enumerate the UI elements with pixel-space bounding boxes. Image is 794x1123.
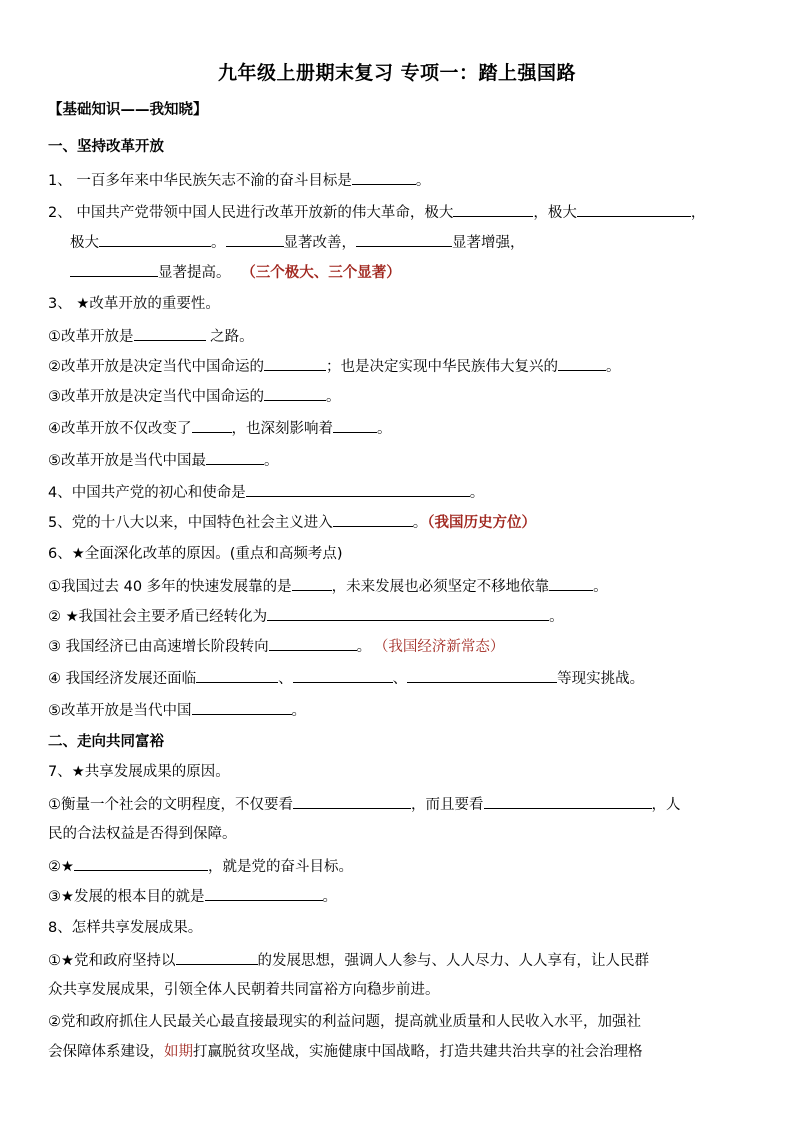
blank	[264, 356, 326, 371]
section2-heading: 二、走向共同富裕	[48, 734, 164, 750]
blank	[206, 450, 264, 465]
blank	[577, 202, 691, 217]
q6-4-text: ④ 我国经济发展还面临	[48, 671, 197, 687]
q3-2-mid: ；也是决定实现中华民族伟大复兴的	[326, 359, 558, 375]
q5-end: 。	[412, 515, 428, 531]
q6-1-end: 。	[593, 579, 608, 595]
q6-3-end: 。	[356, 639, 372, 655]
blank	[99, 232, 211, 247]
blank	[196, 668, 278, 683]
blank	[269, 636, 357, 651]
q2-text-e: 。	[211, 235, 226, 251]
q2-text-h: 显著提高。	[158, 265, 231, 281]
question-6-5	[48, 700, 306, 721]
blank	[293, 668, 393, 683]
blank	[558, 356, 606, 371]
q2-note: （三个极大、三个显著）	[248, 265, 401, 281]
q2-text-c: ，	[690, 205, 706, 221]
blank	[333, 418, 377, 433]
q2-text-a: 2、 中国共产党带领中国人民进行改革开放新的伟大革命，极大	[48, 205, 454, 221]
blank	[453, 202, 533, 217]
question-6-2	[48, 606, 564, 627]
q7-1-text: ①衡量一个社会的文明程度，不仅要看	[48, 797, 293, 813]
question-8-2-line2	[48, 1042, 643, 1062]
blank	[356, 232, 452, 247]
q6-4-sep2: 、	[392, 671, 408, 687]
blank	[267, 606, 549, 621]
question-2-line3	[70, 262, 401, 283]
question-2-line2	[70, 232, 525, 253]
blank	[176, 950, 258, 965]
question-6-4	[48, 668, 644, 689]
q2-text-f: 显著改善，	[283, 235, 356, 251]
question-3-2	[48, 356, 621, 377]
blank	[226, 232, 284, 247]
q6-3-note: （我国经济新常态）	[381, 639, 505, 655]
blank	[192, 418, 232, 433]
q8-1-mid: 的发展思想，强调人人参与、人人尽力、人人享有，让人民群	[257, 953, 649, 969]
blank	[352, 170, 416, 185]
question-6-1	[48, 576, 608, 597]
question-8: 8、怎样共享发展成果。	[48, 920, 203, 936]
q7-2-end: ，就是党的奋斗目标。	[208, 859, 353, 875]
q3-5-end: 。	[264, 453, 279, 469]
q3-1-text: ①改革开放是	[48, 329, 134, 345]
blank	[134, 326, 206, 341]
section-basic-heading: 【基础知识——我知晓】	[48, 102, 208, 118]
q3-2-text: ②改革开放是决定当代中国命运的	[48, 359, 264, 375]
q5-note: （我国历史方位）	[427, 515, 536, 531]
blank	[70, 262, 158, 277]
section1-heading: 一、坚持改革开放	[48, 139, 164, 155]
q3-3-text: ③改革开放是决定当代中国命运的	[48, 389, 264, 405]
q6-3-text: ③ 我国经济已由高速增长阶段转向	[48, 639, 269, 655]
q3-2-end: 。	[606, 359, 621, 375]
q2-text-d: 极大	[70, 235, 99, 251]
q6-2-text: ② ★我国社会主要矛盾已经转化为	[48, 609, 268, 625]
question-5	[48, 512, 536, 533]
blank	[264, 386, 326, 401]
q1-text: 1、 一百多年来中华民族矢志不渝的奋斗目标是	[48, 173, 352, 189]
q6-4-end: 等现实挑战。	[557, 671, 645, 687]
q2-text-b: ，极大	[533, 205, 577, 221]
question-7-2	[48, 856, 353, 877]
question-6: 6、★全面深化改革的原因。(重点和高频考点)	[48, 546, 343, 562]
blank	[549, 576, 593, 591]
question-7: 7、★共享发展成果的原因。	[48, 764, 230, 780]
q3-1-end: 之路。	[205, 329, 254, 345]
blank	[484, 794, 652, 809]
q3-4-mid: ，也深刻影响着	[231, 421, 333, 437]
q6-5-text: ⑤改革开放是当代中国	[48, 703, 192, 719]
q3-4-end: 。	[377, 421, 392, 437]
blank	[246, 482, 470, 497]
question-8-1-line2: 众共享发展成果，引领全体人民朝着共同富裕方向稳步前进。	[48, 982, 440, 998]
q1-end: 。	[415, 173, 431, 189]
q5-text: 5、党的十八大以来，中国特色社会主义进入	[48, 515, 333, 531]
question-3-1	[48, 326, 254, 347]
q7-3-end: 。	[322, 889, 337, 905]
question-8-1	[48, 950, 649, 971]
q6-2-end: 。	[549, 609, 564, 625]
question-1	[48, 170, 430, 191]
question-3-5	[48, 450, 279, 471]
question-2	[48, 202, 705, 223]
question-3: 3、 ★改革开放的重要性。	[48, 296, 220, 312]
blank	[293, 794, 411, 809]
q6-1-text: ①我国过去 40 多年的快速发展靠的是	[48, 579, 292, 595]
q2-text-g: 显著增强，	[452, 235, 525, 251]
q6-5-end: 。	[291, 703, 306, 719]
blank	[333, 512, 413, 527]
question-8-2: ②党和政府抓住人民最关心最直接最现实的利益问题，提高就业质量和人民收入水平，加强社	[48, 1014, 641, 1030]
q7-1-mid: ，而且要看	[411, 797, 484, 813]
q3-5-text: ⑤改革开放是当代中国最	[48, 453, 206, 469]
question-3-3	[48, 386, 341, 407]
question-4	[48, 482, 484, 503]
blank	[292, 576, 332, 591]
blank	[407, 668, 557, 683]
q6-1-mid: ，未来发展也必须坚定不移地依靠	[331, 579, 550, 595]
q4-text: 4、中国共产党的初心和使命是	[48, 485, 246, 501]
q6-4-sep1: 、	[278, 671, 293, 687]
q3-4-text: ④改革开放不仅改变了	[48, 421, 192, 437]
question-7-3	[48, 886, 337, 907]
blank	[205, 886, 323, 901]
q8-2-text: 会保障体系建设，	[48, 1044, 164, 1060]
question-7-1	[48, 794, 681, 815]
question-6-3	[48, 636, 504, 657]
q7-1-end: ，人	[651, 797, 681, 813]
q7-3-text: ③★发展的根本目的就是	[48, 889, 205, 905]
q8-2-rest: 打赢脱贫攻坚战，实施健康中国战略，打造共建共治共享的社会治理格	[193, 1044, 643, 1060]
q8-2-highlight: 如期	[164, 1044, 193, 1060]
page-title: 九年级上册期末复习 专项一：踏上强国路	[217, 62, 577, 84]
q4-end: 。	[469, 485, 485, 501]
question-7-1-line2: 民的合法权益是否得到保障。	[48, 826, 237, 842]
blank	[192, 700, 292, 715]
q7-2-text: ②★	[48, 859, 74, 875]
question-3-4	[48, 418, 392, 439]
q8-1-text: ①★党和政府坚持以	[48, 953, 176, 969]
q3-3-end: 。	[326, 389, 341, 405]
blank	[74, 856, 208, 871]
